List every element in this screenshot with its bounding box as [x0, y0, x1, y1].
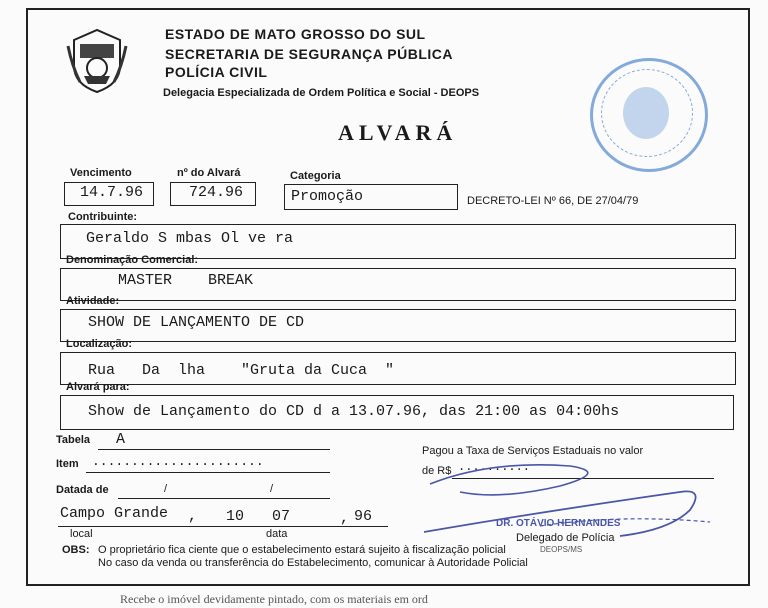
- categoria-value: Promoção: [291, 188, 364, 205]
- denominacao-value: MASTER BREAK: [118, 272, 254, 289]
- header-delegacia: Delegacia Especializada de Ordem Política e Social - DEOPS: [163, 87, 480, 99]
- localizacao-label: Localização:: [66, 338, 133, 350]
- datada-separator-2: /: [270, 483, 274, 495]
- obs-label: OBS:: [62, 544, 90, 556]
- header-state: ESTADO DE MATO GROSSO DO SUL: [165, 26, 426, 42]
- local-caption: local: [70, 528, 93, 540]
- date-separator: ,: [340, 510, 350, 527]
- datada-label: Datada de: [56, 484, 109, 496]
- item-line: [86, 472, 330, 473]
- header-policia: POLÍCIA CIVIL: [165, 64, 268, 80]
- contribuinte-label: Contribuinte:: [68, 211, 138, 223]
- official-stamp: [590, 58, 708, 172]
- alvara-para-value: Show de Lançamento do CD d a 13.07.96, das 21:00 as 04:00hs: [88, 403, 620, 420]
- delegado-name: DR. OTÁVIO HERNANDES: [496, 518, 621, 529]
- tabela-value: A: [116, 431, 126, 448]
- vencimento-value: 14.7.96: [80, 184, 144, 201]
- localizacao-value: Rua Da lha "Gruta da Cuca ": [88, 362, 395, 379]
- data-caption: data: [266, 528, 288, 540]
- coat-of-arms-icon: [66, 26, 128, 94]
- document-title: ALVARÁ: [338, 120, 458, 145]
- numero-value: 724.96: [189, 184, 244, 201]
- datada-separator-1: /: [164, 483, 168, 495]
- contribuinte-value: Geraldo S mbas Ol ve ra: [86, 230, 294, 247]
- date-day: 10: [226, 508, 245, 525]
- atividade-value: SHOW DE LANÇAMENTO DE CD: [88, 314, 305, 331]
- date-month: 07: [272, 508, 291, 525]
- tabela-line: [98, 449, 330, 450]
- header-secretaria: SECRETARIA DE SEGURANÇA PÚBLICA: [165, 46, 453, 62]
- pagou-rs-label: de R$: [422, 465, 452, 477]
- decreto-lei: DECRETO-LEI Nº 66, DE 27/04/79: [467, 195, 639, 207]
- atividade-label: Atividade:: [66, 295, 120, 307]
- item-value: ......................: [92, 454, 264, 469]
- categoria-label: Categoria: [290, 170, 341, 182]
- delegado-title: Delegado de Polícia: [516, 532, 615, 544]
- item-label: Item: [56, 458, 79, 470]
- denominacao-label: Denominação Comercial:: [66, 254, 199, 266]
- datada-line: [118, 498, 330, 499]
- tabela-label: Tabela: [56, 434, 91, 446]
- obs-line-1: O proprietário fica ciente que o estabelecimento estará sujeito à fiscalização policial: [98, 544, 506, 556]
- date-year: 96: [354, 508, 373, 525]
- obs-line-2: No caso da venda ou transferência do Estabelecimento, comunicar à Autoridade Policial: [98, 557, 528, 569]
- local-separator: ,: [188, 508, 198, 525]
- delegado-unit: DEOPS/MS: [540, 545, 583, 554]
- pagou-rs-value: ..........: [458, 460, 531, 474]
- alvara-para-label: Alvará para:: [66, 381, 130, 393]
- local-data-line: [58, 526, 388, 527]
- local-value: Campo Grande: [60, 505, 169, 522]
- numero-label: nº do Alvará: [177, 167, 241, 179]
- pagou-taxa-text: Pagou a Taxa de Serviços Estaduais no valor: [422, 445, 644, 457]
- bottom-bleed-text: Recebe o imóvel devidamente pintado, com os materiais em ord: [120, 592, 428, 606]
- vencimento-label: Vencimento: [70, 167, 132, 179]
